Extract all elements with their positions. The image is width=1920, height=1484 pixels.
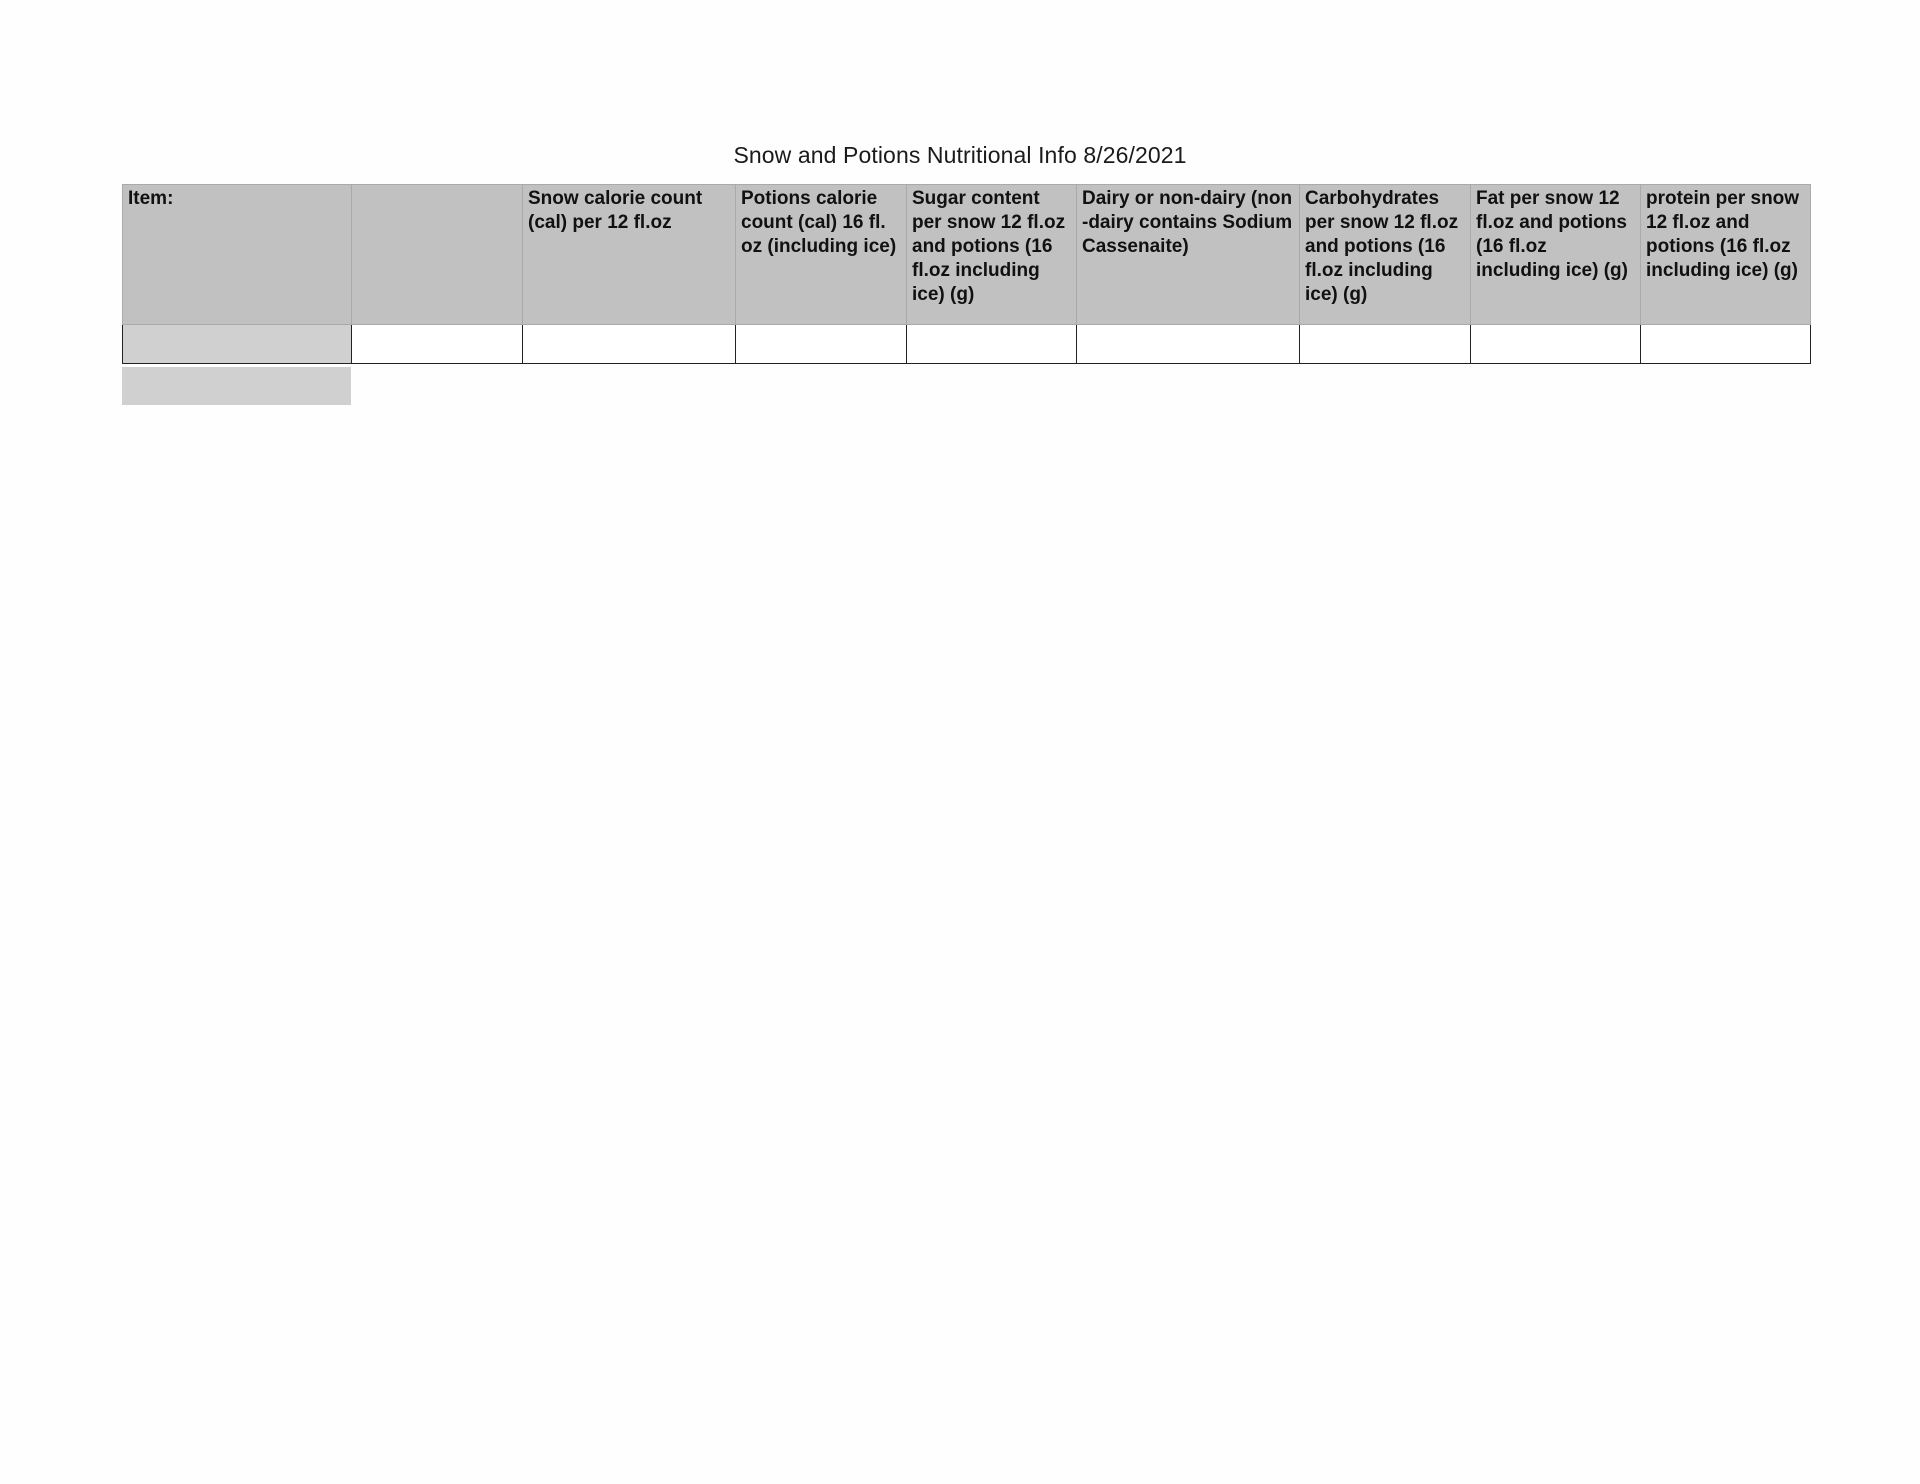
table-cell[interactable] bbox=[907, 325, 1077, 364]
header-cell-carbohydrates[interactable]: Carbohydrates per snow 12 fl.oz and potions (16 fl.oz including ice) (g) bbox=[1300, 185, 1471, 325]
shaded-cell[interactable] bbox=[122, 367, 351, 405]
nutrition-table bbox=[122, 184, 1811, 364]
table-cell[interactable] bbox=[736, 325, 907, 364]
page-title: Snow and Potions Nutritional Info 8/26/2021 bbox=[733, 142, 1187, 168]
header-cell-snow-calories[interactable]: Snow calorie count (cal) per 12 fl.oz bbox=[523, 185, 736, 325]
table-cell[interactable] bbox=[1300, 325, 1471, 364]
table-cell[interactable] bbox=[1641, 325, 1811, 364]
header-cell-potions-calories[interactable]: Potions calorie count (cal) 16 fl. oz (including ice) bbox=[736, 185, 907, 325]
header-row bbox=[123, 185, 1811, 325]
table-row bbox=[123, 325, 1811, 364]
header-cell-sugar[interactable]: Sugar content per snow 12 fl.oz and potions (16 fl.oz including ice) (g) bbox=[907, 185, 1077, 325]
header-cell-item[interactable]: Item: bbox=[123, 185, 352, 325]
table-cell[interactable] bbox=[352, 325, 523, 364]
table-cell[interactable] bbox=[1077, 325, 1300, 364]
header-cell-protein[interactable]: protein per snow 12 fl.oz and potions (16 fl.oz including ice) (g) bbox=[1641, 185, 1811, 325]
table-cell[interactable] bbox=[1471, 325, 1641, 364]
table-cell[interactable] bbox=[123, 325, 352, 364]
table-cell[interactable] bbox=[523, 325, 736, 364]
header-cell-blank[interactable] bbox=[352, 185, 523, 325]
header-cell-fat[interactable]: Fat per snow 12 fl.oz and potions (16 fl.oz including ice) (g) bbox=[1471, 185, 1641, 325]
header-cell-dairy[interactable]: Dairy or non-dairy (non -dairy contains Sodium Cassenaite) bbox=[1077, 185, 1300, 325]
